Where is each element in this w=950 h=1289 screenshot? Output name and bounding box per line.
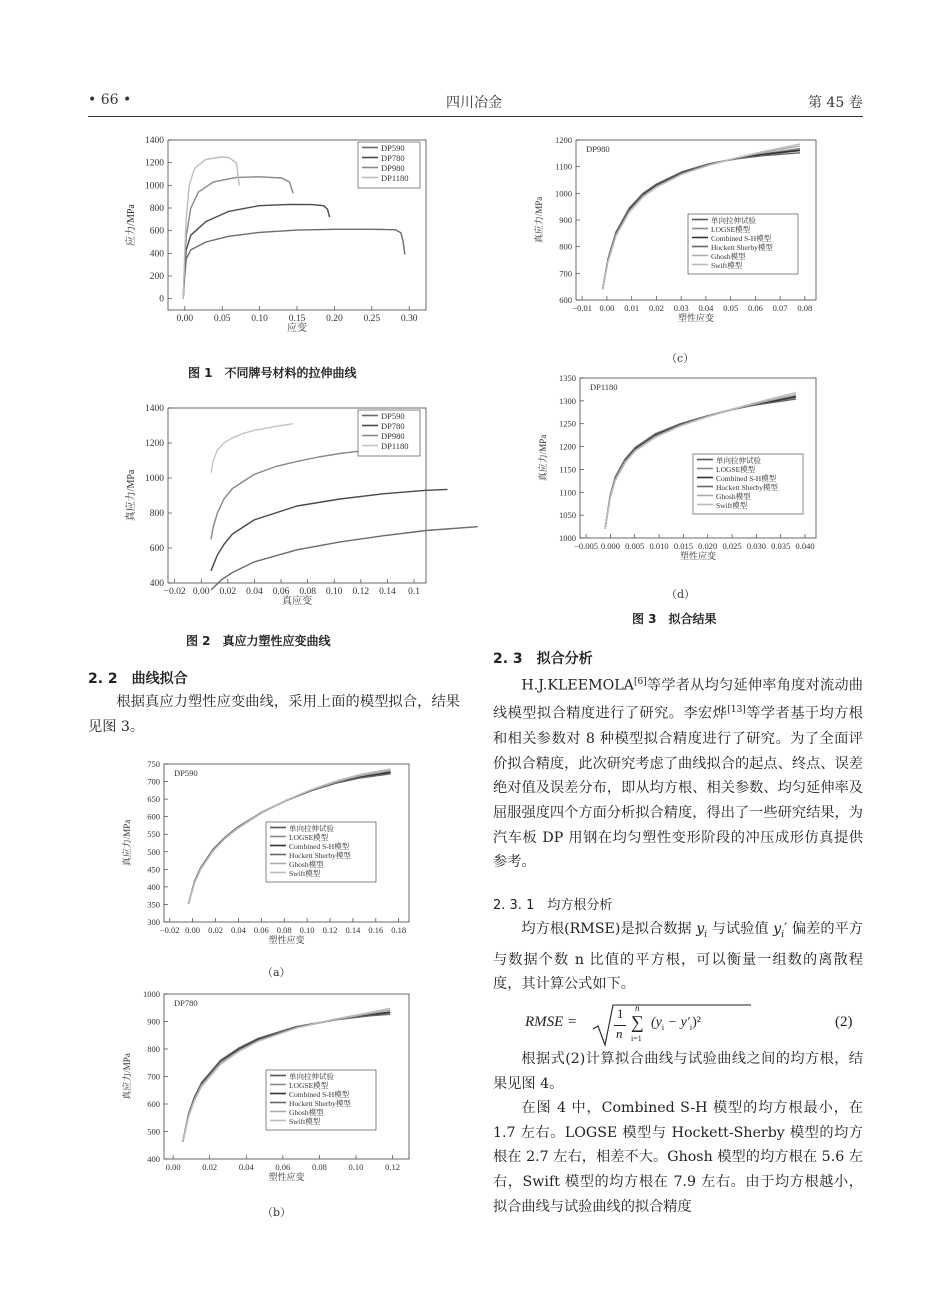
x-tick-label: 0.010 — [649, 541, 669, 551]
page-number: • 66 • — [88, 92, 132, 108]
legend-label: Swift模型 — [716, 501, 748, 510]
x-tick-label: 0.02 — [219, 587, 237, 597]
x-tick-label: 0.020 — [698, 541, 718, 551]
x-tick-label: 0.02 — [202, 1162, 218, 1172]
y-tick-label: 450 — [147, 864, 160, 875]
x-tick-label: 0.14 — [345, 925, 361, 935]
journal-title: 四川冶金 — [446, 95, 502, 111]
y-tick-label: 1000 — [559, 533, 576, 543]
y-tick-label: 1050 — [559, 510, 576, 521]
x-tick-label: 0.04 — [238, 1162, 254, 1172]
y-tick-label: 900 — [147, 1016, 160, 1027]
x-tick-label: 0.08 — [299, 587, 316, 597]
y-tick-label: 400 — [147, 1154, 160, 1164]
figure-1-caption: 图 1 不同牌号材料的拉伸曲线 — [188, 366, 357, 380]
y-tick-label: 900 — [559, 215, 572, 225]
legend-label: DP980 — [381, 431, 405, 441]
x-axis-label: 塑性应变 — [268, 1172, 305, 1182]
x-tick-label: 0.08 — [797, 303, 813, 313]
x-tick-label: 0.030 — [746, 541, 766, 551]
figure-3a-label: （a） — [262, 966, 291, 979]
legend-label: DP980 — [381, 163, 405, 173]
y-tick-label: 550 — [147, 829, 160, 840]
legend-label: DP1180 — [381, 441, 409, 451]
y-tick-label: 1000 — [145, 474, 164, 484]
x-tick-label: 0.30 — [400, 314, 418, 324]
x-tick-label: 0.04 — [698, 303, 714, 313]
figure-3a-chart — [118, 756, 423, 956]
chart-title: DP1180 — [590, 382, 618, 392]
legend-label: Combined S-H模型 — [716, 474, 777, 483]
legend-label: DP1180 — [381, 173, 409, 183]
x-axis-label: 应变 — [287, 323, 307, 334]
x-tick-label: −0.005 — [574, 541, 599, 551]
x-tick-label: 0.16 — [368, 925, 384, 935]
figure-2-chart — [110, 400, 440, 620]
y-tick-label: 1100 — [555, 161, 572, 172]
y-tick-label: 500 — [147, 846, 160, 857]
y-tick-label: 700 — [147, 776, 160, 787]
y-tick-label: 1000 — [145, 181, 164, 192]
legend-label: Combined S-H模型 — [289, 1090, 350, 1099]
y-tick-label: 1250 — [559, 418, 576, 429]
legend-label: Swift模型 — [289, 869, 321, 878]
y-tick-label: 800 — [149, 509, 164, 519]
legend-label: Hockett Sherby模型 — [289, 851, 351, 860]
legend-label: Hockett Sherby模型 — [289, 1099, 351, 1108]
legend-label: Ghosh模型 — [711, 252, 746, 261]
y-axis-label: 真应力/MPa — [538, 434, 548, 482]
x-tick-label: 0.01 — [624, 303, 640, 313]
x-tick-label: 0.040 — [795, 541, 815, 551]
legend-label: Combined S-H模型 — [289, 842, 350, 851]
x-tick-label: 0.00 — [599, 303, 615, 313]
x-tick-label: 0.10 — [299, 925, 315, 935]
y-tick-label: 700 — [559, 268, 572, 279]
x-tick-label: 0.12 — [322, 925, 338, 935]
legend-label: LOGSE模型 — [711, 225, 751, 234]
figure-3b-label: （b） — [262, 1206, 292, 1219]
x-tick-label: 0.025 — [722, 541, 742, 551]
legend-label: Ghosh模型 — [716, 492, 751, 501]
legend-label: 单向拉伸试验 — [289, 1072, 334, 1081]
rmse-result-paragraph: 根据式(2)计算拟合曲线与试验曲线之间的均方根，结果见图 4。 — [493, 1051, 863, 1092]
y-axis-label: 真应力/MPa — [122, 1053, 132, 1100]
y-tick-label: 1400 — [145, 404, 164, 414]
x-tick-label: 0.07 — [772, 303, 788, 313]
x-tick-label: 0.03 — [673, 303, 689, 313]
y-tick-label: 1400 — [145, 136, 164, 146]
header-rule — [88, 116, 863, 117]
y-tick-label: 350 — [147, 899, 160, 910]
legend-label: DP780 — [381, 153, 405, 163]
rmse-discussion-paragraph: 在图 4 中，Combined S-H 模型的均方根最小，在 1.7 左右。LOGSE 模型与 Hockett-Sherby 模型的均方根在 2.7 左右，相差不大。Ghosh 模型的均方根在 5.6 左右，Swift 模型的均方根在 7.9 左右。由于均方根越小，拟合曲线与试验曲线的拟合精度 — [493, 1100, 863, 1215]
x-tick-label: 0.06 — [275, 1162, 291, 1172]
x-tick-label: −0.01 — [572, 303, 593, 313]
y-tick-label: 200 — [149, 272, 164, 282]
legend-label: Combined S-H模型 — [711, 234, 772, 243]
section-2-3-heading: 2. 3 拟合分析 — [493, 651, 593, 667]
x-tick-label: −0.02 — [163, 587, 186, 597]
y-tick-label: 1000 — [143, 989, 160, 999]
y-tick-label: 800 — [559, 241, 572, 252]
x-tick-label: 0.00 — [176, 314, 194, 324]
x-axis-label: 塑性应变 — [679, 551, 717, 561]
y-tick-label: 1200 — [555, 135, 572, 145]
series-line-3 — [183, 177, 293, 299]
y-tick-label: 1200 — [559, 441, 576, 452]
section-2-3-paragraph: H.J.KLEEMOLA[6]等学者从均匀延伸率角度对流动曲线模型拟合精度进行了研究。李宏烨[13]等学者基于均方根和相关参数对 8 种模型拟合精度进行了研究。为了全面评价拟合精度，此次研究考虑了曲线拟合的起点、终点、误差绝对值及误差分布，即从均方根、相关参数、均匀延伸率及屈服强度四个方面分析拟合精度，得出了一些研究结果，为汽车板 DP 用钢在均匀塑性变形阶段的冲压成形仿真提供参考。 — [493, 677, 863, 871]
legend-label: Hockett Sherby模型 — [716, 483, 778, 492]
legend-label: Hockett Sherby模型 — [711, 243, 773, 252]
x-tick-label: 0.12 — [352, 587, 370, 597]
legend-label: 单向拉伸试验 — [716, 456, 761, 465]
y-tick-label: 1200 — [145, 439, 164, 449]
figure-3-caption: 图 3 拟合结果 — [632, 612, 717, 626]
y-tick-label: 600 — [149, 226, 164, 237]
series-line-1 — [211, 527, 478, 590]
rmse-definition-paragraph: 均方根(RMSE)是拟合数据 $y_i$ 与试验值 $y_i'$ 偏差的平方与数据个数 n 比值的平方根，可以衡量一组数的离散程度，其计算公式如下。 — [493, 921, 863, 993]
x-axis-label: 塑性应变 — [677, 313, 715, 323]
y-tick-label: 1300 — [559, 395, 576, 406]
x-tick-label: 0.005 — [625, 541, 645, 551]
chart-title: DP980 — [586, 144, 610, 154]
legend-label: LOGSE模型 — [289, 833, 329, 842]
y-tick-label: 300 — [147, 917, 160, 927]
y-tick-label: 1150 — [559, 464, 576, 475]
x-tick-label: 0.00 — [165, 1162, 181, 1172]
rmse-equation: RMSE = 1 n n ∑ i=1 $(y_i - y'_i)^2$ (2) — [525, 1003, 863, 1047]
y-tick-label: 400 — [149, 579, 164, 589]
legend-label: DP590 — [381, 143, 405, 153]
figure-1-chart — [110, 132, 440, 350]
y-tick-label: 400 — [147, 881, 160, 892]
x-tick-label: 0.02 — [208, 925, 223, 935]
figure-3d-chart — [530, 370, 830, 575]
x-tick-label: 0.10 — [348, 1162, 364, 1172]
y-tick-label: 400 — [149, 249, 164, 260]
legend-label: DP590 — [381, 411, 405, 421]
series-line-2 — [211, 489, 448, 570]
series-line-2 — [183, 204, 329, 298]
x-tick-label: 0.000 — [600, 541, 620, 551]
figure-3c-label: （c） — [666, 352, 695, 365]
x-tick-label: 0.18 — [391, 925, 407, 935]
x-axis-label: 真应变 — [282, 596, 312, 607]
x-tick-label: 0.015 — [673, 541, 693, 551]
volume-label: 第 45 卷 — [808, 95, 863, 111]
series-line-1 — [183, 229, 405, 298]
x-tick-label: 0.15 — [288, 314, 306, 324]
x-tick-label: 0.05 — [213, 314, 231, 324]
x-tick-label: 0.14 — [379, 587, 396, 597]
y-tick-label: 750 — [147, 759, 160, 769]
chart-title: DP780 — [174, 998, 198, 1008]
figure-3c-chart — [530, 132, 830, 337]
y-tick-label: 1100 — [559, 487, 576, 498]
legend-label: Swift模型 — [289, 1117, 321, 1126]
legend-label: 单向拉伸试验 — [711, 216, 756, 225]
series-line-3 — [211, 450, 370, 539]
x-tick-label: 0.10 — [325, 587, 343, 597]
y-tick-label: 500 — [147, 1126, 160, 1137]
y-tick-label: 650 — [147, 794, 160, 805]
section-2-3-1-heading: 2. 3. 1 均方根分析 — [493, 898, 613, 913]
x-tick-label: −0.02 — [159, 925, 180, 935]
legend-label: Swift模型 — [711, 261, 743, 270]
y-axis-label: 真应力/MPa — [126, 469, 137, 522]
x-tick-label: 0.06 — [253, 925, 269, 935]
legend-label: DP780 — [381, 421, 405, 431]
legend-label: Ghosh模型 — [289, 860, 324, 869]
figure-3d-label: （d） — [666, 588, 696, 601]
figure-3b-chart — [118, 986, 423, 1196]
y-tick-label: 0 — [159, 294, 164, 305]
figure-2-caption: 图 2 真应力塑性应变曲线 — [186, 634, 331, 648]
x-tick-label: 0.1 — [408, 587, 420, 597]
section-2-2-heading: 2. 2 曲线拟合 — [88, 671, 188, 687]
x-tick-label: 0.00 — [185, 925, 201, 935]
section-2-2-paragraph: 根据真应力塑性应变曲线，采用上面的模型拟合，结果见图 3。 — [88, 694, 460, 735]
x-tick-label: 0.05 — [723, 303, 739, 313]
y-tick-label: 1350 — [559, 373, 576, 383]
x-tick-label: 0.08 — [311, 1162, 327, 1172]
x-tick-label: 0.06 — [747, 303, 763, 313]
y-tick-label: 800 — [149, 204, 164, 214]
x-tick-label: 0.10 — [251, 314, 268, 324]
x-tick-label: 0.08 — [276, 925, 292, 935]
x-tick-label: 0.04 — [230, 925, 246, 935]
legend-label: LOGSE模型 — [289, 1081, 329, 1090]
y-tick-label: 600 — [147, 811, 160, 822]
y-tick-label: 600 — [149, 544, 164, 554]
y-tick-label: 700 — [147, 1071, 160, 1082]
x-tick-label: 0.02 — [648, 303, 664, 313]
x-tick-label: 0.25 — [363, 314, 381, 324]
y-axis-label: 应力/MPa — [126, 204, 137, 246]
y-tick-label: 1000 — [555, 188, 572, 199]
y-tick-label: 1200 — [145, 158, 164, 169]
x-tick-label: 0.035 — [771, 541, 791, 551]
y-axis-label: 真应力/MPa — [534, 196, 544, 244]
x-tick-label: 0.04 — [246, 587, 263, 597]
x-axis-label: 塑性应变 — [268, 935, 305, 945]
y-tick-label: 600 — [147, 1099, 160, 1109]
chart-title: DP590 — [174, 768, 198, 778]
y-axis-label: 真应力/MPa — [122, 819, 132, 867]
x-tick-label: 0.00 — [192, 587, 210, 597]
legend-label: LOGSE模型 — [716, 465, 756, 474]
x-tick-label: 0.20 — [326, 314, 343, 324]
y-tick-label: 600 — [559, 295, 572, 305]
legend-label: Ghosh模型 — [289, 1108, 324, 1117]
x-tick-label: 0.06 — [272, 587, 290, 597]
legend-label: 单向拉伸试验 — [289, 824, 334, 833]
x-tick-label: 0.12 — [385, 1162, 400, 1172]
y-tick-label: 800 — [147, 1044, 160, 1054]
